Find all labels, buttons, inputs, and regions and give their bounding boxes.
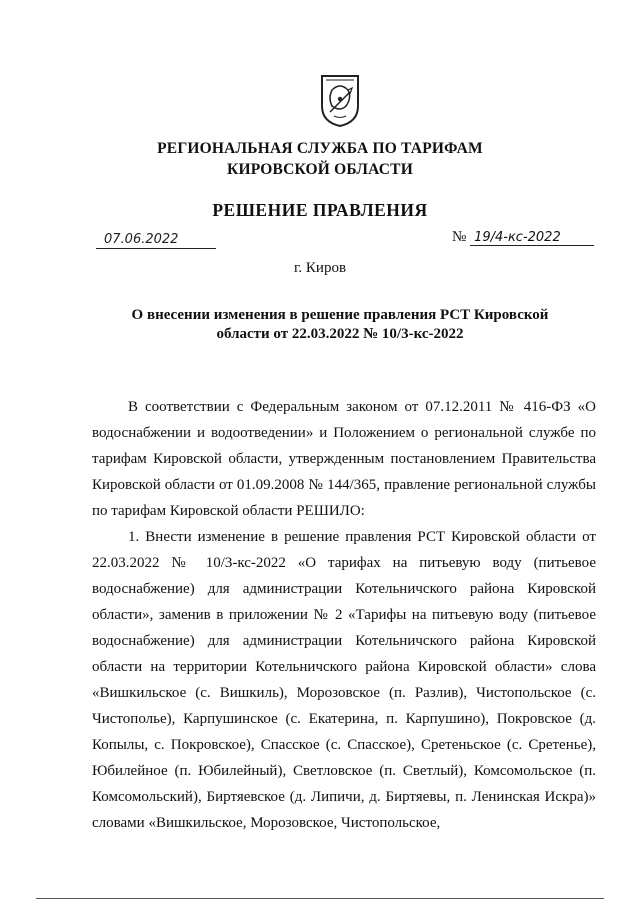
document-type-title: РЕШЕНИЕ ПРАВЛЕНИЯ	[212, 200, 428, 220]
decision-number: 19/4-кс-2022	[470, 230, 594, 246]
document-subject: О внесении изменения в решение правления РСТ Кировской области от 22.03.2022 № 10/3-кс-2022	[131, 307, 549, 342]
number-sign: №	[452, 229, 467, 245]
body-paragraph: 1. Внести изменение в решение правления РСТ Кировской области от 22.03.2022 № 10/3-кс-2022 «О тарифах на питьевую воду (питьевое водоснабжение) для администрации Котельничского района Кировской области», заменив в приложении № 2 «Тарифы на питьевую воду (питьевое водоснабжение) для администрации Котельничского района Кировской области на территории Котельничского района Кировской области» слова «Вишкильское (с. Вишкиль), Морозовское (п. Разлив), Чистопольское (с. Чистополье), Карпушинское (с. Екатерина, п. Карпушино), Покровское (д. Копылы, с. Покровское), Спасское (с. Спасское), Сретеньское (с. Сретенье), Юбилейное (п. Юбилейный), Светловское (п. Светлый), Комсомольское (п. Комсомольский), Биртяевское (д. Липичи, д. Биртяевы, п. Ленинская Искра)» словами «Вишкильское, Морозовское, Чистопольское,	[92, 529, 596, 831]
decision-date: 07.06.2022	[96, 232, 216, 249]
document-body	[92, 394, 596, 836]
body-paragraph: В соответствии с Федеральным законом от 07.12.2011 № 416-ФЗ «О водоснабжении и водоотведении» и Положением о региональной службе по тарифам Кировской области, утвержденным постановлением Правительства Кировской области от 01.09.2008 № 144/365, правление региональной службы по тарифам Кировской области РЕШИЛО:	[92, 399, 596, 519]
organization-name-line-1: РЕГИОНАЛЬНАЯ СЛУЖБА ПО ТАРИФАМ	[157, 140, 483, 157]
coat-of-arms-icon	[318, 72, 362, 128]
decision-number-block	[452, 229, 594, 246]
organization-name-line-2: КИРОВСКОЙ ОБЛАСТИ	[227, 161, 413, 178]
city: г. Киров	[293, 260, 347, 276]
page-bottom-rule	[36, 898, 604, 899]
